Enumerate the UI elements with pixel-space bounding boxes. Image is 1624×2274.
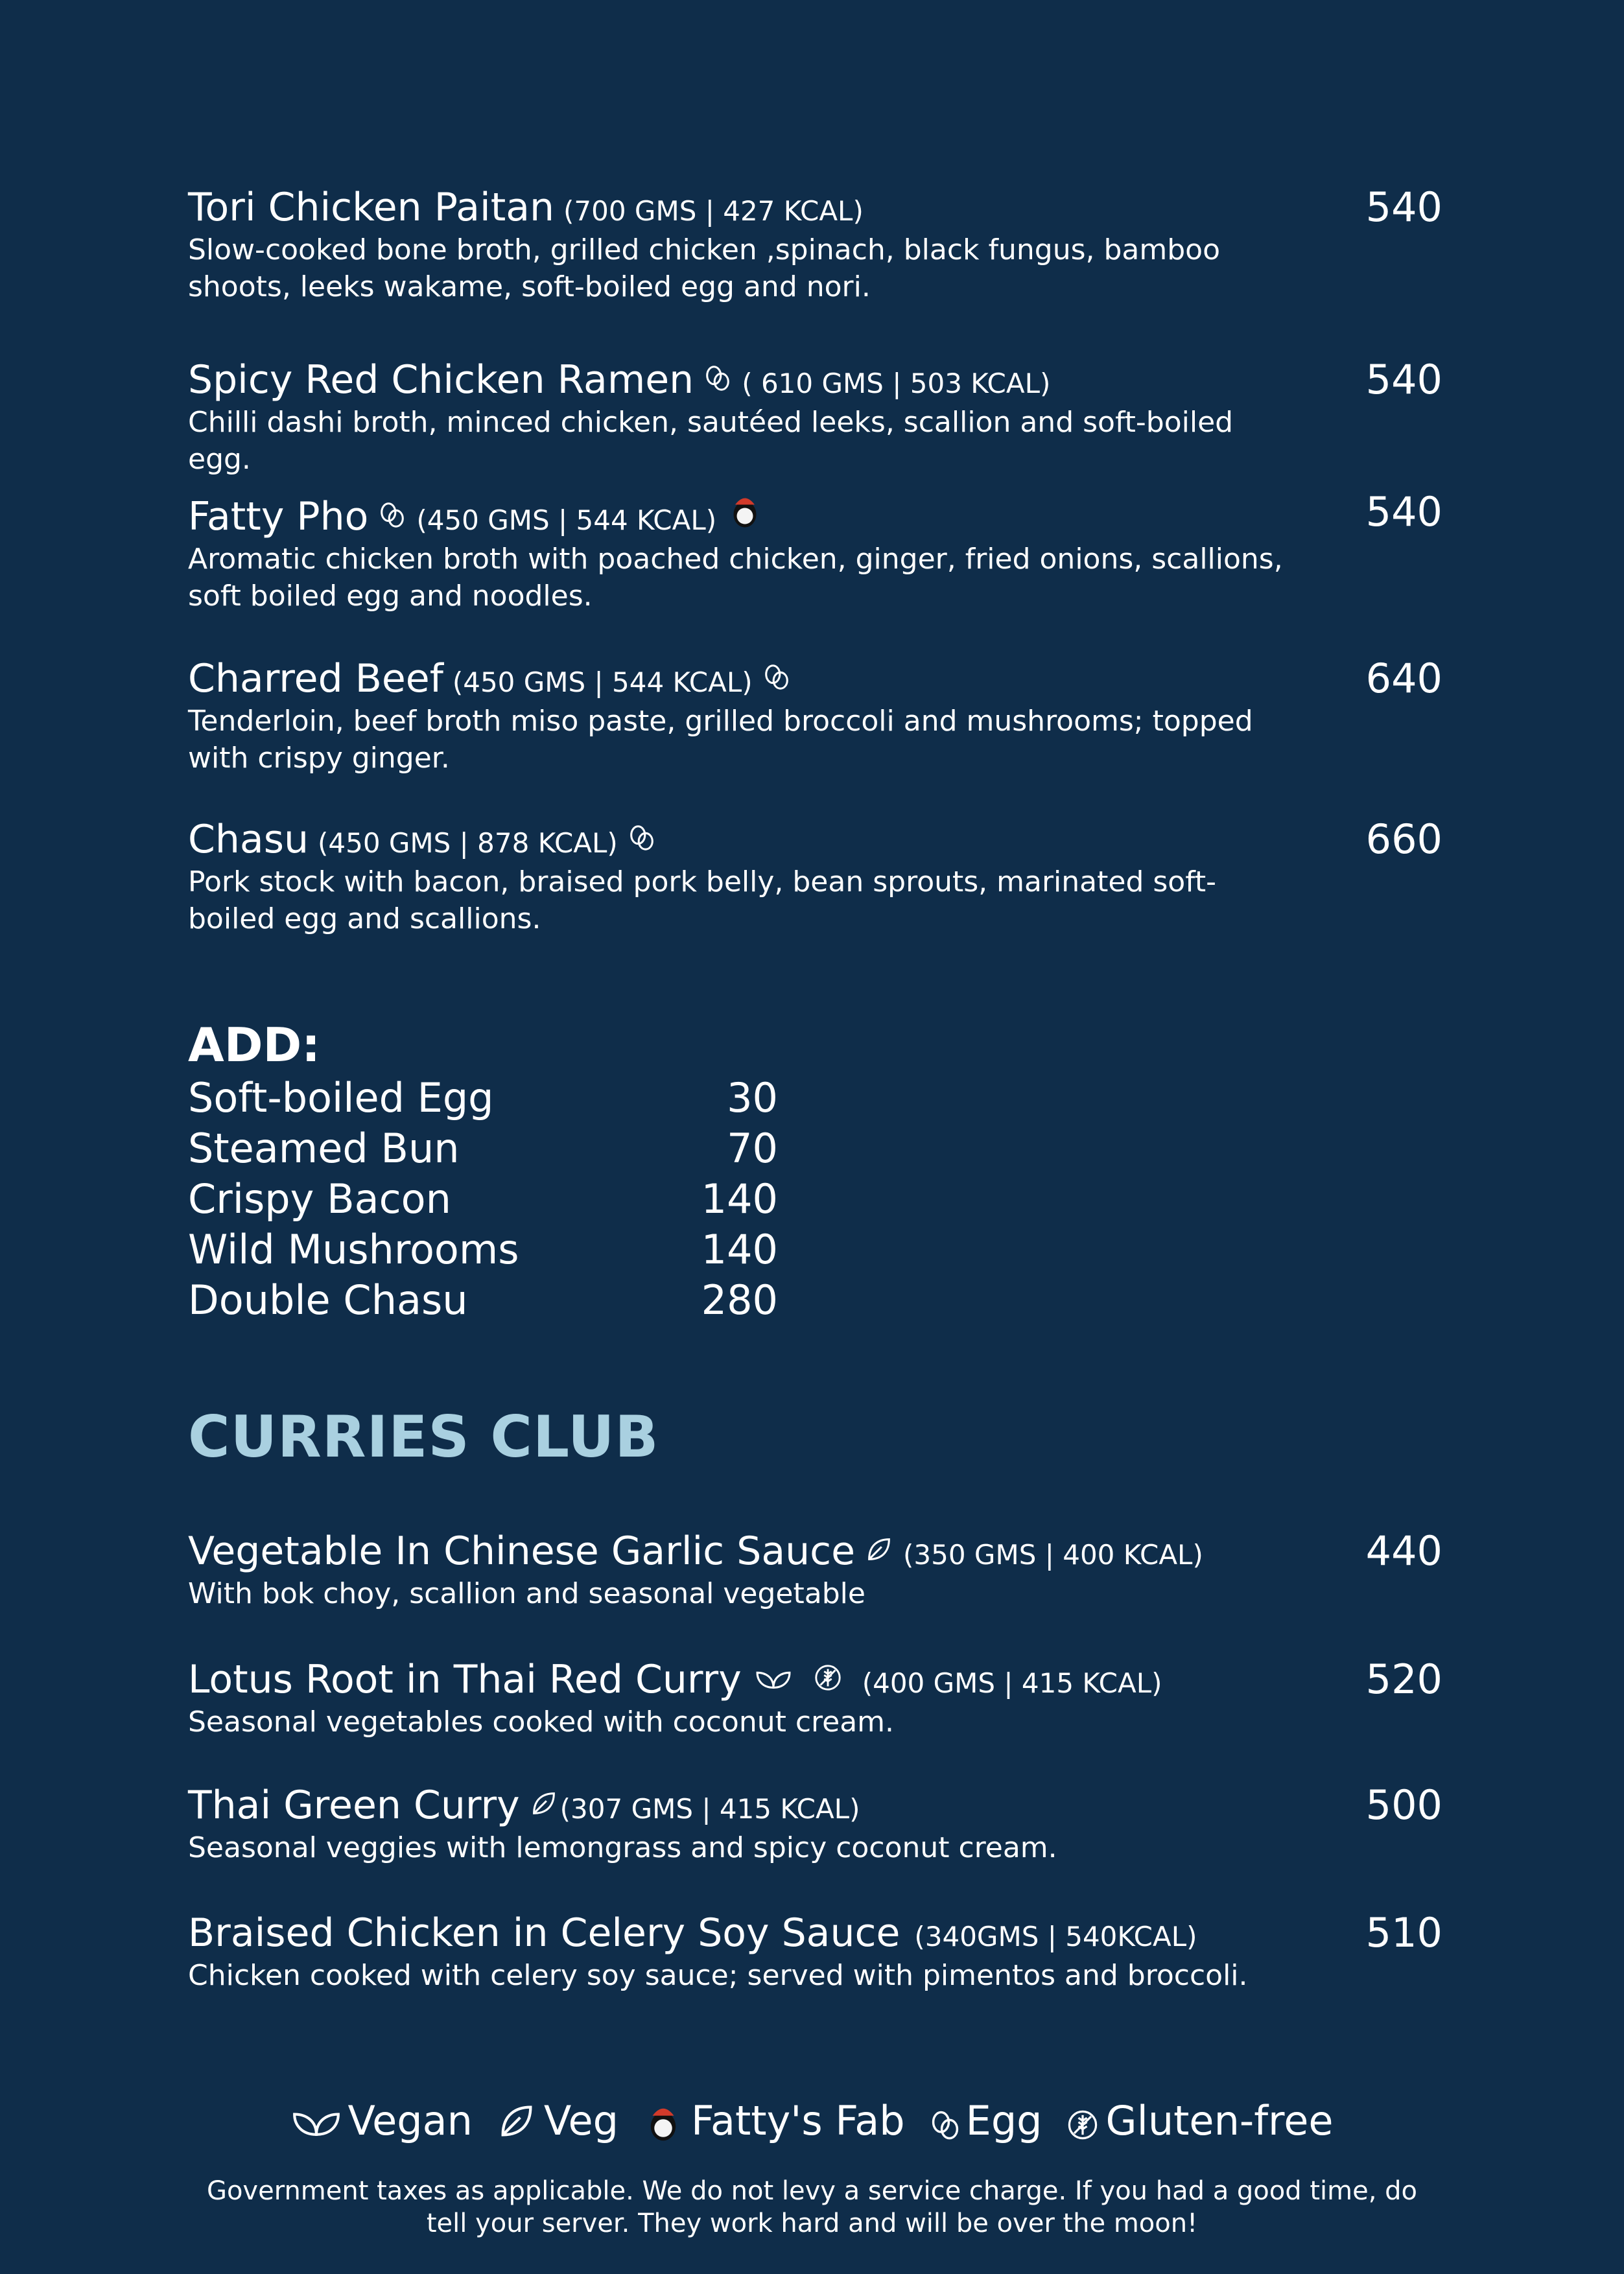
gluten-free-icon bbox=[1066, 2104, 1100, 2138]
item-price: 540 bbox=[1365, 488, 1442, 535]
add-on-price: 30 bbox=[727, 1074, 778, 1121]
menu-item bbox=[188, 1910, 1442, 1994]
legend-label: Gluten-free bbox=[1105, 2097, 1334, 2144]
vegan-leaves-icon bbox=[751, 1663, 796, 1693]
item-name: Thai Green Curry bbox=[188, 1783, 520, 1828]
legend-label: Egg bbox=[965, 2097, 1042, 2144]
item-price: 510 bbox=[1365, 1909, 1442, 1956]
item-description: Seasonal vegetables cooked with coconut cream. bbox=[188, 1706, 895, 1739]
item-description: Slow-cooked bone broth, grilled chicken ,spinach, black fungus, bamboo shoots, leeks wakame, soft-boiled egg and nori. bbox=[188, 233, 1221, 303]
item-name: Braised Chicken in Celery Soy Sauce bbox=[188, 1910, 900, 1956]
item-price: 540 bbox=[1365, 183, 1442, 231]
item-description: Seasonal veggies with lemongrass and spicy coconut cream. bbox=[188, 1831, 1057, 1864]
item-description: Tenderloin, beef broth miso paste, grilled broccoli and mushrooms; topped with crispy ginger. bbox=[188, 705, 1253, 775]
add-on-item bbox=[188, 1123, 778, 1174]
dietary-legend bbox=[0, 2097, 1624, 2144]
item-weight-calories: (350 GMS | 400 KCAL) bbox=[903, 1539, 1203, 1571]
add-on-name: Crispy Bacon bbox=[188, 1175, 451, 1223]
item-weight-calories: (400 GMS | 415 KCAL) bbox=[862, 1667, 1162, 1699]
item-price: 520 bbox=[1365, 1656, 1442, 1703]
add-on-item bbox=[188, 1073, 778, 1123]
item-name: Fatty Pho bbox=[188, 494, 369, 539]
add-on-name: Double Chasu bbox=[188, 1276, 468, 1324]
item-weight-calories: (450 GMS | 544 KCAL) bbox=[416, 504, 717, 536]
menu-item bbox=[188, 1657, 1442, 1741]
menu-item bbox=[188, 489, 1442, 615]
item-description: With bok choy, scallion and seasonal vegetable bbox=[188, 1577, 865, 1610]
menu-item bbox=[188, 1783, 1442, 1866]
menu-item bbox=[188, 185, 1442, 305]
legend-vegan bbox=[291, 2097, 473, 2144]
menu-item bbox=[188, 817, 1442, 937]
egg-icon bbox=[627, 823, 657, 852]
add-on-name: Soft-boiled Egg bbox=[188, 1074, 494, 1121]
egg-icon bbox=[377, 500, 407, 530]
legend-fattys-fab bbox=[642, 2097, 905, 2144]
item-price: 440 bbox=[1365, 1527, 1442, 1575]
item-name: Tori Chicken Paitan bbox=[188, 185, 555, 230]
menu-item bbox=[188, 357, 1442, 478]
add-ons-list bbox=[188, 1073, 778, 1326]
item-name: Chasu bbox=[188, 817, 309, 862]
legend-gluten-free bbox=[1066, 2097, 1334, 2144]
item-weight-calories: (450 GMS | 544 KCAL) bbox=[452, 666, 753, 698]
item-description: Chicken cooked with celery soy sauce; served with pimentos and broccoli. bbox=[188, 1959, 1248, 1992]
item-description: Aromatic chicken broth with poached chicken, ginger, fried onions, scallions, soft boiled egg and noodles. bbox=[188, 543, 1283, 613]
add-on-item bbox=[188, 1174, 778, 1225]
add-on-name: Wild Mushrooms bbox=[188, 1226, 519, 1273]
fattys-fab-icon bbox=[642, 2098, 685, 2144]
fattys-fab-icon bbox=[725, 489, 764, 530]
legend-label: Fatty's Fab bbox=[691, 2097, 905, 2144]
item-name: Lotus Root in Thai Red Curry bbox=[188, 1657, 742, 1702]
legend-egg bbox=[928, 2097, 1042, 2144]
menu-item bbox=[188, 1529, 1442, 1612]
veg-leaf-icon bbox=[529, 1788, 559, 1818]
footer-note: Government taxes as applicable. We do not levy a service charge. If you had a good time, do tell your server. They work hard and will be over the moon! bbox=[206, 2176, 1418, 2238]
item-name: Charred Beef bbox=[188, 656, 443, 701]
item-description: Chilli dashi broth, minced chicken, sautéed leeks, scallion and soft-boiled egg. bbox=[188, 406, 1234, 476]
item-weight-calories: ( 610 GMS | 503 KCAL) bbox=[742, 368, 1051, 399]
item-weight-calories: (450 GMS | 878 KCAL) bbox=[317, 827, 618, 859]
item-price: 500 bbox=[1365, 1781, 1442, 1829]
legend-label: Veg bbox=[543, 2097, 618, 2144]
egg-icon bbox=[762, 662, 792, 692]
section-title: CURRIES CLUB bbox=[188, 1403, 659, 1470]
legend-label: Vegan bbox=[347, 2097, 473, 2144]
gluten-free-icon bbox=[813, 1663, 843, 1693]
item-weight-calories: (340GMS | 540KCAL) bbox=[914, 1921, 1197, 1952]
add-ons-title: ADD: bbox=[188, 1018, 321, 1072]
item-price: 640 bbox=[1365, 655, 1442, 702]
veg-leaf-icon bbox=[864, 1534, 894, 1564]
add-on-item bbox=[188, 1275, 778, 1326]
add-on-price: 140 bbox=[701, 1175, 778, 1223]
egg-icon bbox=[703, 363, 733, 393]
item-weight-calories: (700 GMS | 427 KCAL) bbox=[563, 195, 864, 227]
add-on-item bbox=[188, 1225, 778, 1275]
item-price: 660 bbox=[1365, 815, 1442, 863]
item-price: 540 bbox=[1365, 356, 1442, 403]
item-description: Pork stock with bacon, braised pork belly, bean sprouts, marinated soft- boiled egg and scallions. bbox=[188, 865, 1217, 935]
add-on-price: 280 bbox=[701, 1276, 778, 1324]
add-on-price: 140 bbox=[701, 1226, 778, 1273]
item-name: Spicy Red Chicken Ramen bbox=[188, 357, 694, 403]
menu-item bbox=[188, 656, 1442, 777]
veg-leaf-icon bbox=[496, 2100, 537, 2142]
add-on-price: 70 bbox=[727, 1125, 778, 1172]
legend-veg bbox=[496, 2097, 618, 2144]
item-weight-calories: (307 GMS | 415 KCAL) bbox=[559, 1793, 860, 1825]
item-name: Vegetable In Chinese Garlic Sauce bbox=[188, 1529, 856, 1574]
add-on-name: Steamed Bun bbox=[188, 1125, 460, 1172]
vegan-leaves-icon bbox=[291, 2100, 342, 2142]
egg-icon bbox=[928, 2104, 962, 2138]
